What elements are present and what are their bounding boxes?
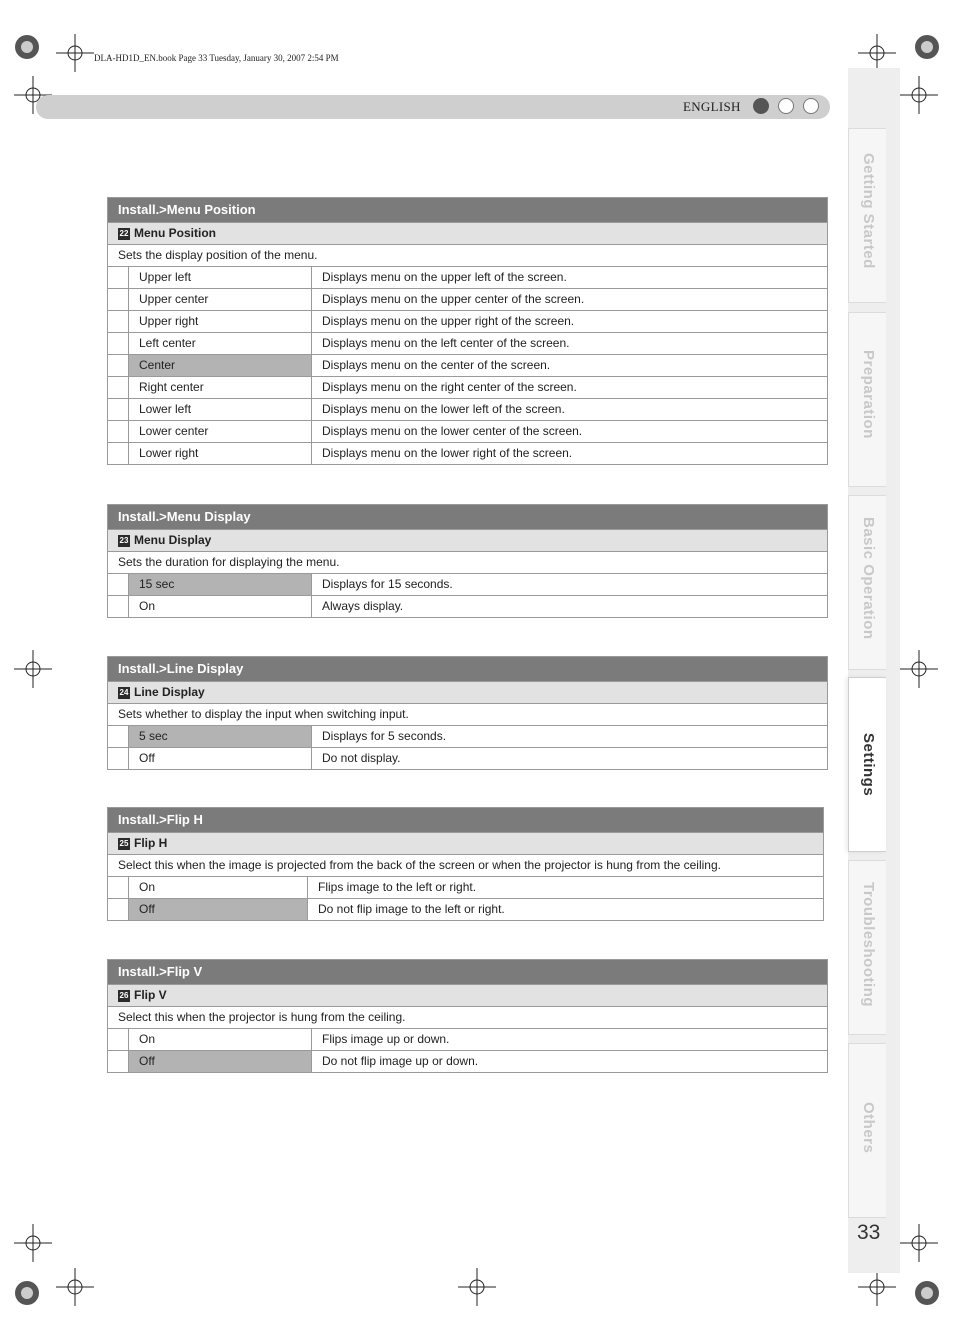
section-description: Sets the display position of the menu.: [108, 244, 827, 266]
section-subtitle: [108, 222, 827, 244]
option-label: Upper right: [129, 311, 312, 332]
side-tab-label: Basic Operation: [860, 517, 877, 640]
crosshair-mark-icon: [458, 1268, 496, 1306]
option-description: Do not flip image to the left or right.: [318, 902, 505, 916]
option-description: Displays menu on the lower center of the screen.: [322, 424, 583, 438]
item-number-badge: 25: [119, 838, 129, 848]
option-description: Displays menu on the lower right of the screen.: [322, 446, 573, 460]
section-title: Install.>Flip H: [108, 808, 823, 832]
option-description: Displays menu on the left center of the screen.: [322, 336, 570, 350]
section-subtitle: [108, 832, 823, 854]
option-row: [108, 898, 823, 920]
option-description: Do not flip image up or down.: [322, 1054, 479, 1068]
crosshair-mark-icon: [56, 1268, 94, 1306]
option-description: Displays for 5 seconds.: [322, 729, 447, 743]
crosshair-mark-icon: [14, 650, 52, 688]
item-number-badge: 26: [119, 990, 129, 1000]
registration-mark-icon: [908, 28, 946, 66]
option-row: [108, 354, 827, 376]
option-label: Lower left: [129, 399, 312, 420]
crosshair-mark-icon: [14, 1224, 52, 1262]
registration-mark-icon: [8, 28, 46, 66]
option-description: Do not display.: [322, 751, 401, 765]
option-label: Upper left: [129, 267, 312, 288]
side-tab-label: Troubleshooting: [860, 882, 877, 1007]
option-label: Lower right: [129, 443, 312, 464]
section-description: Select this when the projector is hung from the ceiling.: [108, 1006, 827, 1028]
language-label: ENGLISH: [683, 99, 741, 114]
settings-section-menu-position: [107, 197, 828, 465]
option-description: Always display.: [322, 599, 404, 613]
page-number: 33: [857, 1221, 881, 1244]
crosshair-mark-icon: [858, 1268, 896, 1306]
option-label-default: 5 sec: [129, 726, 312, 747]
option-description: Flips image to the left or right.: [318, 880, 477, 894]
section-description: Select this when the image is projected from the back of the screen or when the projector is hung from the ceiling.: [108, 854, 823, 876]
side-tab-label: Preparation: [860, 350, 877, 439]
item-number-badge: 24: [119, 687, 129, 697]
option-label: On: [129, 877, 308, 898]
option-row: [108, 420, 827, 442]
option-row: [108, 573, 827, 595]
indicator-dot-icon: [803, 98, 819, 114]
crosshair-mark-icon: [900, 76, 938, 114]
option-description: Displays menu on the right center of the screen.: [322, 380, 577, 394]
option-label: Left center: [129, 333, 312, 354]
option-row: [108, 376, 827, 398]
crosshair-mark-icon: [56, 34, 94, 72]
settings-section-flip-h: [107, 807, 824, 921]
section-title: Install.>Line Display: [108, 657, 827, 681]
option-description: Displays menu on the center of the screen.: [322, 358, 551, 372]
section-description: Sets whether to display the input when switching input.: [108, 703, 827, 725]
section-subtitle: [108, 984, 827, 1006]
option-description: Displays for 15 seconds.: [322, 577, 453, 591]
registration-mark-icon: [908, 1274, 946, 1312]
option-row: [108, 332, 827, 354]
side-tab-label: Getting Started: [860, 153, 877, 269]
item-number-badge: 22: [119, 228, 129, 238]
crosshair-mark-icon: [900, 650, 938, 688]
side-tab-label: Others: [860, 1102, 877, 1154]
option-label-default: 15 sec: [129, 574, 312, 595]
indicator-dot-icon: [778, 98, 794, 114]
option-row: [108, 595, 827, 617]
print-info: DLA-HD1D_EN.book Page 33 Tuesday, January 30, 2007 2:54 PM: [94, 53, 339, 63]
option-label: On: [129, 1029, 312, 1050]
option-label: Right center: [129, 377, 312, 398]
option-description: Displays menu on the upper center of the screen.: [322, 292, 585, 306]
side-tab-label: Settings: [860, 733, 877, 797]
subtitle-text: Menu Position: [134, 226, 216, 240]
settings-section-menu-display: [107, 504, 828, 618]
option-row: [108, 288, 827, 310]
crosshair-mark-icon: [858, 34, 896, 72]
option-label: Upper center: [129, 289, 312, 310]
option-label: Lower center: [129, 421, 312, 442]
section-title: Install.>Flip V: [108, 960, 827, 984]
option-row: [108, 310, 827, 332]
option-row: [108, 747, 827, 769]
option-label: Off: [129, 748, 312, 769]
option-row: [108, 398, 827, 420]
section-subtitle: [108, 681, 827, 703]
option-label-default: Off: [129, 1051, 312, 1072]
option-row: [108, 1050, 827, 1072]
section-subtitle: [108, 529, 827, 551]
option-description: Displays menu on the upper right of the screen.: [322, 314, 575, 328]
option-label-default: Off: [129, 899, 308, 920]
section-title: Install.>Menu Position: [108, 198, 827, 222]
subtitle-text: Flip H: [134, 836, 168, 850]
option-row: [108, 442, 827, 464]
option-row: [108, 1028, 827, 1050]
option-description: Displays menu on the upper left of the screen.: [322, 270, 567, 284]
option-label: On: [129, 596, 312, 617]
option-row: [108, 876, 823, 898]
option-description: Flips image up or down.: [322, 1032, 450, 1046]
crosshair-mark-icon: [900, 1224, 938, 1262]
section-description: Sets the duration for displaying the menu.: [108, 551, 827, 573]
settings-section-line-display: [107, 656, 828, 770]
registration-mark-icon: [8, 1274, 46, 1312]
settings-section-flip-v: [107, 959, 828, 1073]
subtitle-text: Menu Display: [134, 533, 212, 547]
item-number-badge: 23: [119, 535, 129, 545]
indicator-dot-icon: [753, 98, 769, 114]
option-label-default: Center: [129, 355, 312, 376]
option-row: [108, 725, 827, 747]
subtitle-text: Flip V: [134, 988, 167, 1002]
option-row: [108, 266, 827, 288]
section-title: Install.>Menu Display: [108, 505, 827, 529]
option-description: Displays menu on the lower left of the screen.: [322, 402, 565, 416]
subtitle-text: Line Display: [134, 685, 205, 699]
